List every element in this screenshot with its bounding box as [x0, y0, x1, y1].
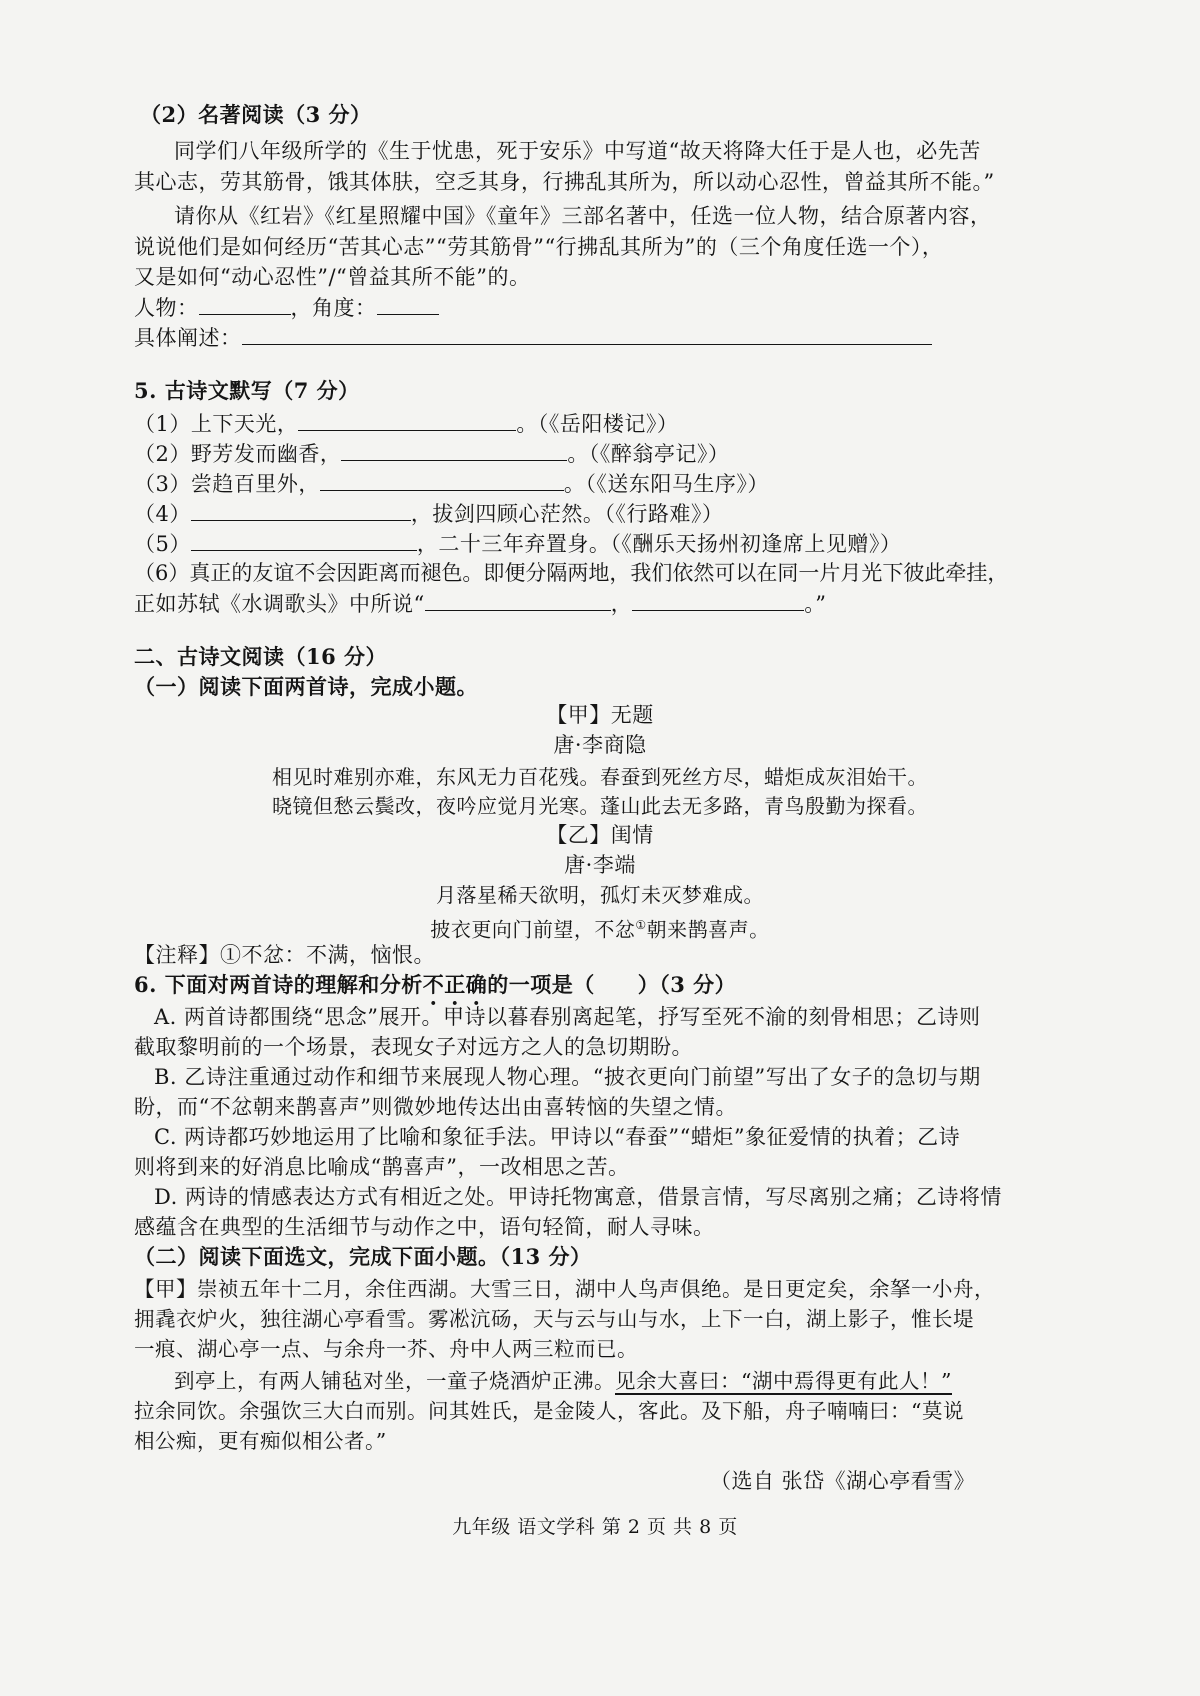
- option-b-line: 盼，而“不忿朝来鹊喜声”则微妙地传达出由喜转恼的失望之情。: [134, 1095, 737, 1119]
- comma: ，: [610, 592, 633, 616]
- poem-2-author: 唐·李端: [564, 853, 636, 877]
- poem-1-line: 晓镜但愁云鬓改，夜吟应觉月光寒。蓬山此去无多路，青鸟殷勤为探看。: [272, 794, 928, 818]
- dictation-line-1: [134, 408, 678, 439]
- part-2-header: 二、古诗文阅读（16 分）: [134, 644, 388, 669]
- emphasis-text: 不正确: [422, 972, 488, 997]
- paragraph-line: 请你从《红岩》《红星照耀中国》《童年》三部名著中，任选一位人物，结合原著内容，: [174, 204, 992, 228]
- question-text: 6. 下面对两首诗的理解和分析: [134, 972, 423, 997]
- dictation-blank[interactable]: [298, 408, 516, 431]
- dictation-prompt: （4）: [134, 502, 191, 526]
- dictation-line-4: [134, 498, 723, 529]
- passage-source: （选自 张岱《湖心亭看雪》: [710, 1469, 976, 1493]
- dictation-line-5: [134, 528, 901, 559]
- option-c-line: 则将到来的好消息比喻成“鹊喜声”，一改相思之苦。: [134, 1155, 630, 1179]
- passage-line: 拥毳衣炉火，独往湖心亭看雪。雾凇沆砀，天与云与山与水，上下一白，湖上影子，惟长堤: [134, 1307, 974, 1331]
- paragraph-line: 又是如何“动心忍性”/“曾益其所不能”的。: [134, 265, 531, 289]
- dictation-prompt: （1）上下天光，: [134, 412, 299, 436]
- dictation-prompt: （2）野芳发而幽香，: [134, 442, 342, 466]
- option-d-line[interactable]: D. 两诗的情感表达方式有相近之处。甲诗托物寓意，借景言情，写尽离别之痛；乙诗将情: [154, 1185, 1002, 1209]
- option-d-line: 感蕴含在典型的生活细节与动作之中，语句轻简，耐人寻味。: [134, 1215, 715, 1239]
- option-a-line: 截取黎明前的一个场景，表现女子对远方之人的急切期盼。: [134, 1035, 693, 1059]
- angle-blank[interactable]: [377, 292, 439, 315]
- poem-text: 朝来鹊喜声。: [646, 917, 770, 942]
- passage-line: 相公痴，更有痴似相公者。”: [134, 1429, 387, 1453]
- passage-line: 【甲】崇祯五年十二月，余住西湖。大雪三日，湖中人鸟声俱绝。是日更定矣，余拏一小舟，: [134, 1277, 995, 1301]
- quote-end: 。”: [804, 592, 827, 616]
- subsection-1-header: （一）阅读下面两首诗，完成小题。: [134, 674, 478, 699]
- dictation-source: ，二十三年弃置身。（《酬乐天扬州初逢席上见赠》）: [416, 532, 902, 556]
- page-footer: 九年级 语文学科 第 2 页 共 8 页: [452, 1516, 738, 1538]
- poem-1-title: 【甲】无题: [546, 703, 654, 727]
- person-angle-row: [134, 292, 439, 323]
- question-5-header: 5. 古诗文默写（7 分）: [134, 378, 360, 403]
- option-b-line[interactable]: B. 乙诗注重通过动作和细节来展现人物心理。“披衣更向门前望”写出了女子的急切与期: [154, 1065, 981, 1089]
- detail-blank[interactable]: [242, 322, 932, 345]
- passage-text: 到亭上，有两人铺毡对坐，一童子烧酒炉正沸。: [174, 1369, 615, 1393]
- paragraph-line: 其心志，劳其筋骨，饿其体肤，空乏其身，行拂乱其所为，所以动心忍性，曾益其所不能。”: [134, 170, 995, 194]
- dictation-blank[interactable]: [320, 468, 564, 491]
- detail-row: [134, 322, 932, 353]
- person-label: 人物：: [134, 296, 199, 320]
- passage-line: 拉余同饮。余强饮三大白而别。问其姓氏，是金陵人，客此。及下船，舟子喃喃曰：“莫说: [134, 1399, 964, 1423]
- question-text: 的一项是（ ）（3 分）: [487, 972, 737, 997]
- annotation-note: 【注释】①不忿：不满，恼恨。: [134, 943, 435, 967]
- dictation-line-2: [134, 438, 729, 469]
- detail-label: 具体阐述：: [134, 326, 242, 350]
- poem-2-line: 月落星稀天欲明，孤灯未灭梦难成。: [436, 883, 764, 907]
- dictation-source: 。（《醉翁亭记》）: [567, 442, 730, 466]
- option-c-line[interactable]: C. 两诗都巧妙地运用了比喻和象征手法。甲诗以“春蚕”“蜡炬”象征爱情的执着；乙诗: [154, 1125, 961, 1149]
- dictation-prompt: 正如苏轼《水调歌头》中所说“: [134, 592, 425, 616]
- poem-2-title: 【乙】闺情: [546, 823, 654, 847]
- dictation-prompt: （5）: [134, 532, 191, 556]
- dictation-blank[interactable]: [341, 438, 567, 461]
- footnote-marker: ①: [635, 918, 647, 932]
- dictation-line-6a: （6）真正的友谊不会因距离而褪色。即便分隔两地，我们依然可以在同一片月光下彼此牵挂，: [134, 561, 1009, 585]
- subsection-2-header: （二）阅读下面选文，完成下面小题。（13 分）: [134, 1244, 592, 1269]
- dictation-source: 。（《送东阳马生序》）: [563, 472, 769, 496]
- section-header-classics: （2）名著阅读（3 分）: [140, 102, 372, 127]
- poem-1-line: 相见时难别亦难，东风无力百花残。春蚕到死丝方尽，蜡炬成灰泪始干。: [272, 765, 928, 789]
- underlined-sentence: 见余大喜曰：“湖中焉得更有此人！”: [615, 1369, 952, 1393]
- dictation-line-3: [134, 468, 769, 499]
- person-blank[interactable]: [199, 292, 291, 315]
- paragraph-line: 同学们八年级所学的《生于忧患，死于安乐》中写道“故天将降大任于是人也，必先苦: [174, 139, 981, 163]
- angle-label: ，角度：: [290, 296, 377, 320]
- dictation-blank[interactable]: [191, 528, 417, 551]
- poem-text: 披衣更向门前望，不忿: [430, 917, 636, 942]
- passage-line: [174, 1366, 952, 1396]
- dictation-prompt: （3）尝趋百里外，: [134, 472, 320, 496]
- dictation-source: 。（《岳阳楼记》）: [516, 412, 679, 436]
- dictation-blank[interactable]: [191, 498, 411, 521]
- passage-line: 一痕、湖心亭一点、与余舟一芥、舟中人两三粒而已。: [134, 1337, 638, 1361]
- poem-1-author: 唐·李商隐: [553, 733, 647, 757]
- dictation-source: ，拔剑四顾心茫然。（《行路难》）: [410, 502, 724, 526]
- dictation-line-6b: [134, 588, 827, 619]
- dictation-blank[interactable]: [632, 588, 804, 611]
- paragraph-line: 说说他们是如何经历“苦其心志”“劳其筋骨”“行拂乱其所为”的（三个角度任选一个），: [134, 235, 944, 259]
- dictation-blank[interactable]: [425, 588, 611, 611]
- option-a-line[interactable]: A. 两首诗都围绕“思念”展开。甲诗以暮春别离起笔，抒写至死不渝的刻骨相思；乙诗则: [154, 1005, 981, 1029]
